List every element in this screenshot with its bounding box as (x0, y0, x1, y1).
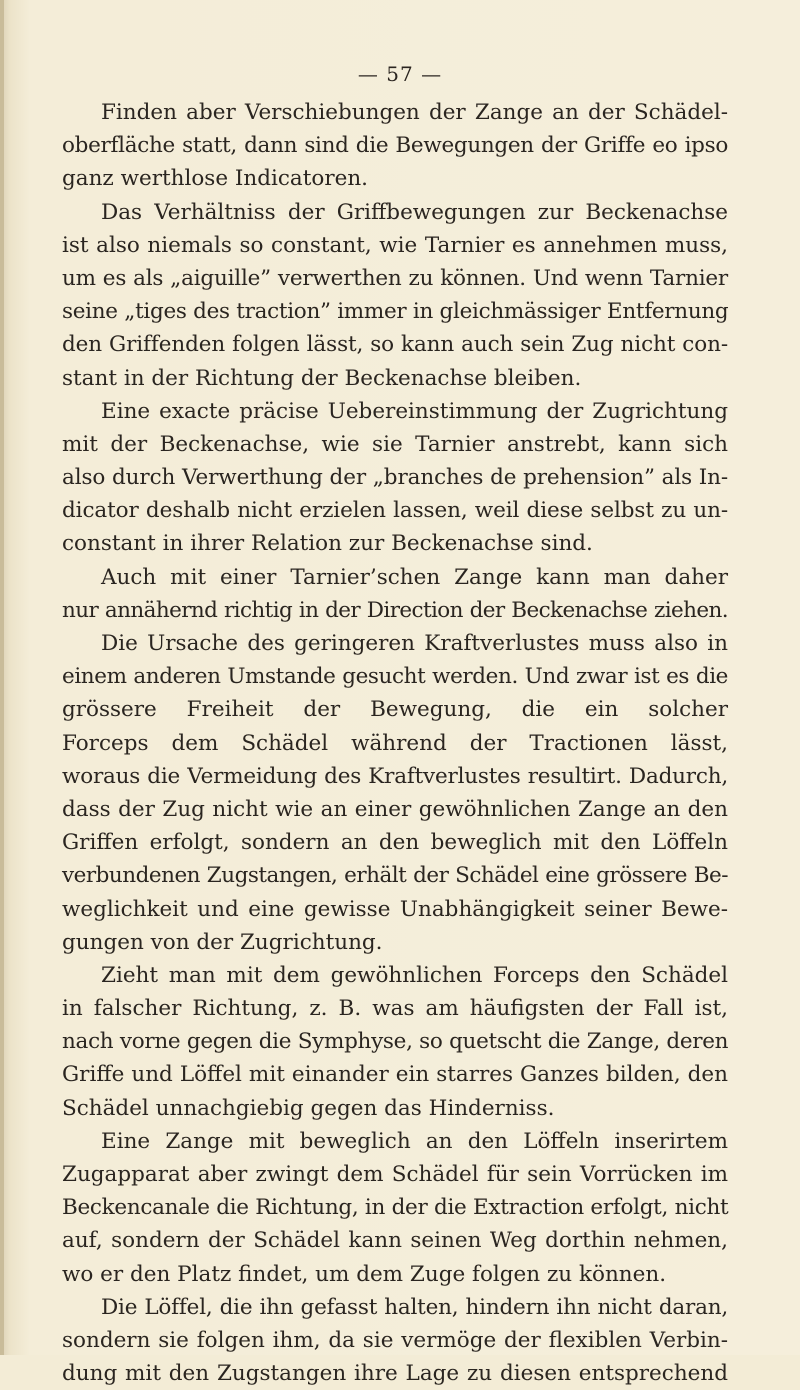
text-line: ganz werthlose Indicatoren. (62, 166, 368, 192)
text-line: sondern sie folgen ihm, da sie vermöge der flexiblen Verbin- (62, 1327, 728, 1353)
text-line: um es als „aiguille” verwerthen zu können. Und wenn Tarnier (62, 265, 728, 291)
text-line: Eine Zange mit beweglich an den Löffeln inserirtem (101, 1128, 728, 1154)
text-line: verbundenen Zugstangen, erhält der Schädel eine grössere Be- (62, 863, 728, 889)
text-line: nur annähernd richtig in der Direction der Beckenachse ziehen. (62, 597, 728, 623)
text-line: den Griffenden folgen lässt, so kann auch sein Zug nicht con- (62, 332, 728, 358)
text-line: stant in der Richtung der Beckenachse bleiben. (62, 365, 582, 391)
text-line: grössere Freiheit der Bewegung, die ein solcher (62, 697, 728, 723)
text-line: Zugapparat aber zwingt dem Schädel für sein Vorrücken im (62, 1162, 728, 1187)
text-line: in falscher Richtung, z. B. was am häufigsten der Fall ist, (62, 996, 728, 1022)
text-line: constant in ihrer Relation zur Beckenachse sind. (62, 531, 593, 557)
text-line: Die Ursache des geringeren Kraftverlustes muss also in (101, 631, 728, 656)
text-line: wo er den Platz findet, um dem Zuge folgen zu können. (62, 1261, 667, 1287)
text-line: Schädel unnachgiebig gegen das Hinderniss. (62, 1095, 555, 1121)
text-line: seine „tiges des traction” immer in gleichmässiger Entfernung (62, 299, 729, 325)
text-line: Zieht man mit dem gewöhnlichen Forceps den Schädel (101, 962, 728, 988)
text-line: einem anderen Umstande gesucht werden. Und zwar ist es die (62, 664, 728, 690)
body-text (62, 96, 728, 1390)
text-line: dung mit den Zugstangen ihre Lage zu diesen entsprechend (62, 1361, 728, 1387)
text-line: woraus die Vermeidung des Kraftverlustes resultirt. Dadurch, (62, 763, 728, 789)
text-line: ist also niemals so constant, wie Tarnier es annehmen muss, (62, 232, 728, 258)
text-line: oberfläche statt, dann sind die Bewegungen der Griffe eo ipso (62, 133, 728, 159)
text-line: dass der Zug nicht wie an einer gewöhnlichen Zange an den (62, 796, 728, 822)
page-binding-edge (0, 0, 4, 1355)
text-line: Forceps dem Schädel während der Tractionen lässt, (62, 730, 728, 756)
text-line: also durch Verwerthung der „branches de prehension” als In- (62, 465, 729, 491)
text-line: Beckencanale die Richtung, in der die Extraction erfolgt, nicht (62, 1195, 729, 1221)
page-number: — 57 — (357, 62, 443, 86)
text-line: Das Verhältniss der Griffbewegungen zur Beckenachse (101, 199, 728, 225)
text-line: dicator deshalb nicht erzielen lassen, weil diese selbst zu un- (62, 498, 728, 524)
text-line: auf, sondern der Schädel kann seinen Weg dorthin nehmen, (62, 1228, 728, 1254)
text-line: Eine exacte präcise Uebereinstimmung der Zugrichtung (101, 398, 728, 424)
text-line: mit der Beckenachse, wie sie Tarnier anstrebt, kann sich (62, 431, 728, 457)
text-line: nach vorne gegen die Symphyse, so quetscht die Zange, deren (62, 1029, 729, 1055)
text-line: Finden aber Verschiebungen der Zange an der Schädel- (101, 100, 728, 125)
text-line: Auch mit einer Tarnier’schen Zange kann man daher (101, 564, 728, 590)
text-line: gungen von der Zugrichtung. (62, 929, 383, 955)
text-line: Die Löffel, die ihn gefasst halten, hindern ihn nicht daran, (101, 1294, 728, 1320)
text-line: weglichkeit und eine gewisse Unabhängigkeit seiner Bewe- (62, 896, 728, 922)
text-line: Griffen erfolgt, sondern an den beweglich mit den Löffeln (62, 830, 728, 856)
text-line: Griffe und Löffel mit einander ein starres Ganzes bilden, den (62, 1062, 728, 1088)
